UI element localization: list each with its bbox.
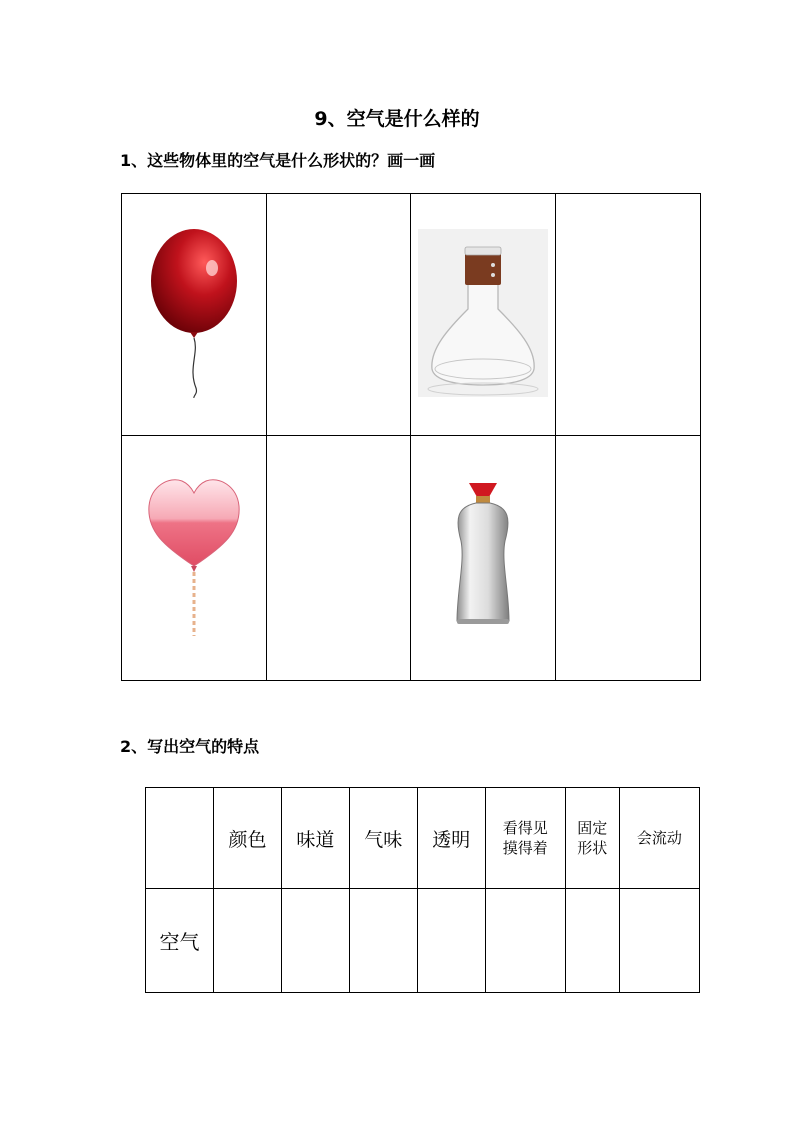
header-taste: 味道 (281, 788, 349, 889)
drawing-cell-1[interactable] (266, 194, 411, 436)
drawing-cell-4[interactable] (556, 436, 701, 681)
header-can-flow: 会流动 (619, 788, 699, 889)
glass-flask-image (418, 229, 548, 397)
header-fixed-shape: 固定 形状 (565, 788, 619, 889)
answer-cell-visible[interactable] (485, 889, 565, 993)
cell-round-balloon (122, 194, 267, 436)
cell-flask (411, 194, 556, 436)
answer-cell-taste[interactable] (281, 889, 349, 993)
header-smell: 气味 (349, 788, 417, 889)
cell-heart-balloon (122, 436, 267, 681)
page-title: 9、空气是什么样的 (314, 108, 480, 130)
question-2: 2、写出空气的特点 (120, 737, 260, 756)
question-1: 1、这些物体里的空气是什么形状的？画一画 (120, 151, 436, 170)
header-color: 颜色 (214, 788, 282, 889)
drawing-table (121, 193, 701, 681)
header-visible-touchable: 看得见 摸得着 (485, 788, 565, 889)
answer-cell-flow[interactable] (619, 889, 699, 993)
answer-cell-fixed-shape[interactable] (565, 889, 619, 993)
cell-bottle (411, 436, 556, 681)
answer-cell-transparent[interactable] (417, 889, 485, 993)
glass-bottle-image (443, 481, 523, 631)
answer-cell-smell[interactable] (349, 889, 417, 993)
header-transparent: 透明 (417, 788, 485, 889)
header-empty-cell (146, 788, 214, 889)
row-label-air: 空气 (146, 889, 214, 993)
answer-cell-color[interactable] (214, 889, 282, 993)
drawing-cell-2[interactable] (556, 194, 701, 436)
feature-table (145, 787, 700, 993)
drawing-cell-3[interactable] (266, 436, 411, 681)
round-balloon-image (144, 228, 244, 398)
heart-balloon-image (144, 471, 244, 641)
